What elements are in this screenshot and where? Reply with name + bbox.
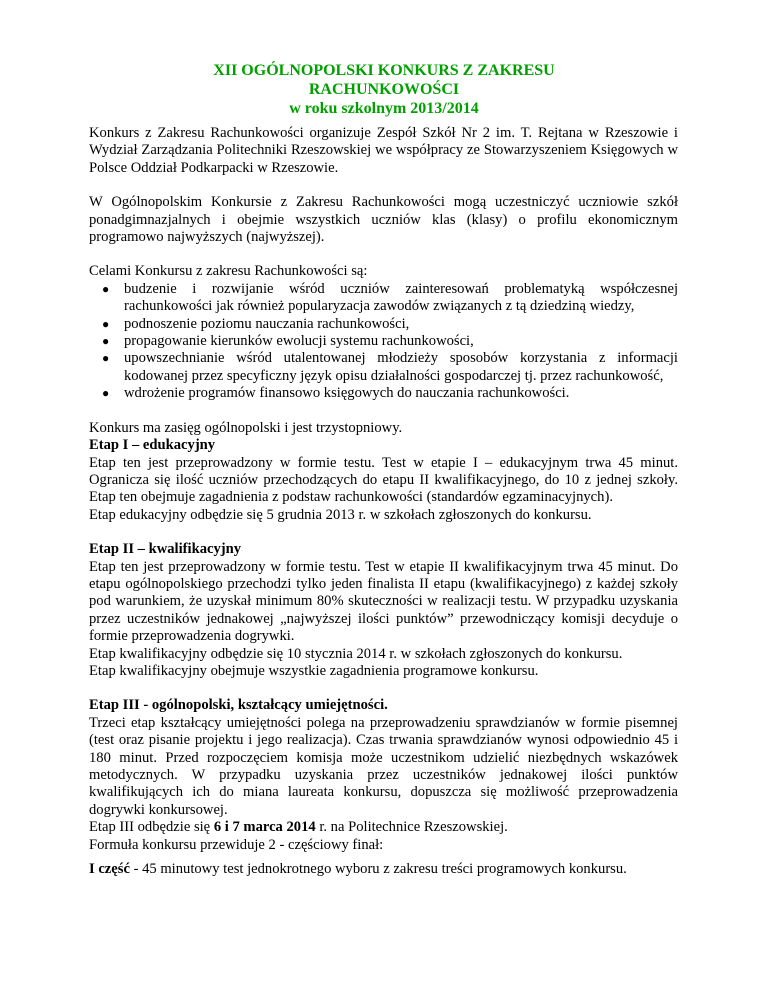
- participants-paragraph: W Ogólnopolskim Konkursie z Zakresu Rachunkowości mogą uczestniczyć uczniowie szkół ponadgimnazjalnych i obejmie wszystkich uczniów klas (klasy) o profilu ekonomicznym programowo najwyższych (najwyższej).: [89, 194, 678, 246]
- bullet-icon: ●: [102, 351, 110, 366]
- goals-list-item: ● wdrożenie programów finansowo księgowych do nauczania rachunkowości.: [102, 385, 570, 402]
- part1-label: I część: [89, 861, 130, 878]
- document-body: [89, 125, 678, 878]
- stage1-text: Etap ten jest przeprowadzony w formie testu. Test w etapie I – edukacyjnym trwa 45 minut. Ogranicza się ilość uczniów przechodzących do etapu II kwalifikacyjnego, do 10 z jednej szkoły. Etap ten obejmuje zagadnienia z podstaw rachunkowości (standardów egzaminacyjnych).: [89, 454, 678, 506]
- goals-list-item: ● upowszechnianie wśród utalentowanej młodzieży sposobów korzystania z informacji kodowanej przez specyficzny język opisu działalności gospodarczej tj. przez rachunkowość,: [102, 350, 678, 384]
- stage3-heading: Etap III - ogólnopolski, kształcący umiejętności.: [89, 697, 388, 714]
- title-line-3: w roku szkolnym 2013/2014: [289, 100, 479, 117]
- stage2-text: Etap ten jest przeprowadzony w formie testu. Test w etapie II kwalifikacyjnym trwa 45 minut. Do etapu ogólnopolskiego przechodzi tylko jeden finalista II etapu (kwalifikacyjnego) z każdej szkoły pod warunkiem, że uzyskał minimum 80% skuteczności w realizacji testu. W przypadku uzyskania przez uczestników jednakowej „najwyższej ilości punktów” przewodniczący komisji decyduje o formie przeprowadzenia dogrywki.: [89, 558, 678, 645]
- stage3-date: Etap III odbędzie się 6 i 7 marca 2014 r. na Politechnice Rzeszowskiej.: [89, 819, 508, 836]
- bullet-icon: ●: [102, 281, 110, 296]
- stage1-heading: Etap I – edukacyjny: [89, 437, 216, 454]
- intro-paragraph: Konkurs z Zakresu Rachunkowości organizuje Zespół Szkół Nr 2 im. T. Rejtana w Rzeszowie i Wydział Zarządzania Politechniki Rzeszowskiej we współpracy ze Stowarzyszeniem Księgowych w Polsce Oddział Podkarpacki w Rzeszowie.: [89, 125, 678, 176]
- part1-paragraph: I część - 45 minutowy test jednokrotnego wyboru z zakresu treści programowych konkursu.: [89, 861, 627, 878]
- stage3-text: Trzeci etap kształcący umiejętności polega na przeprowadzeniu sprawdzianów w formie pisemnej (test oraz pisanie projektu i jego realizacja). Czas trwania sprawdzianów wynosi odpowiednio 45 i 180 minut. Przed rozpoczęciem komisja może uczestnikom udzielić niezbędnych wskazówek metodycznych. W przypadku uzyskania przez uczestników jednakowej ilości punktów kwalifikujących ich do miana laureata konkursu, dopuszcza się możliwość przeprowadzenia dogrywki konkursowej.: [89, 714, 678, 818]
- goals-list: [89, 281, 678, 403]
- goals-list-item: ● propagowanie kierunków ewolucji systemu rachunkowości,: [102, 333, 474, 350]
- stage3-date-bold: 6 i 7 marca 2014: [213, 819, 316, 836]
- title-line-1: XII OGÓLNOPOLSKI KONKURS Z ZAKRESU: [213, 62, 555, 79]
- bullet-icon: ●: [102, 334, 110, 349]
- stage3-formula: Formuła konkursu przewiduje 2 - częściowy finał:: [89, 836, 384, 853]
- stage2-heading: Etap II – kwalifikacyjny: [89, 541, 242, 558]
- goals-list-item: ● budzenie i rozwijanie wśród uczniów zainteresowań problematyką współczesnej rachunkowości jak również popularyzacja zawodów związanych z tą dziedziną wiedzy,: [102, 280, 678, 315]
- bullet-icon: ●: [102, 316, 110, 331]
- goals-heading: Celami Konkursu z zakresu Rachunkowości są:: [89, 263, 368, 280]
- stage2-date: Etap kwalifikacyjny odbędzie się 10 stycznia 2014 r. w szkołach zgłoszonych do konkursu.: [89, 645, 623, 662]
- bullet-icon: ●: [102, 386, 110, 401]
- stage2-scope: Etap kwalifikacyjny obejmuje wszystkie zagadnienia programowe konkursu.: [89, 662, 539, 679]
- goals-list-item: ● podnoszenie poziomu nauczania rachunkowości,: [102, 315, 410, 332]
- document-title: [0, 61, 768, 118]
- scope-paragraph: Konkurs ma zasięg ogólnopolski i jest trzystopniowy.: [89, 419, 403, 436]
- title-line-2: RACHUNKOWOŚCI: [308, 81, 460, 98]
- stage1-date: Etap edukacyjny odbędzie się 5 grudnia 2013 r. w szkołach zgłoszonych do konkursu.: [89, 506, 592, 523]
